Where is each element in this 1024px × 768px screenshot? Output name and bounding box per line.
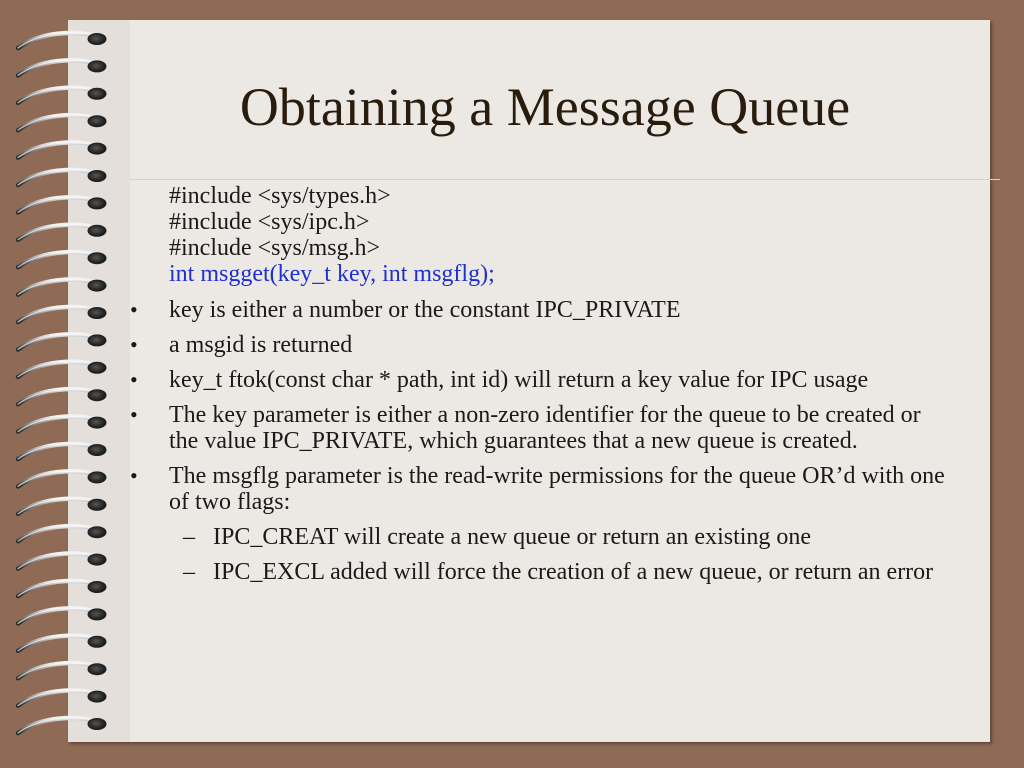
bullet-text: The msgflg parameter is the read-write permissions for the queue OR’d with one of two flags: — [169, 463, 945, 515]
bullet-icon: • — [130, 402, 138, 427]
bullet-icon: • — [130, 463, 138, 488]
code-include-ipc: #include <sys/ipc.h> — [169, 209, 370, 235]
dash-icon: – — [183, 559, 195, 585]
sub-bullet-list — [169, 524, 950, 585]
code-msgget-signature: int msgget(key_t key, int msgflg); — [169, 261, 495, 287]
bullet-text: a msgid is returned — [169, 332, 353, 358]
sub-list-item — [169, 559, 950, 585]
spiral-binding-icon — [0, 0, 130, 768]
code-include-msg: #include <sys/msg.h> — [169, 235, 381, 261]
bullet-list — [130, 297, 950, 585]
bullet-text: key is either a number or the constant IPC_PRIVATE — [169, 297, 681, 323]
slide-body — [130, 183, 950, 594]
dash-icon: – — [183, 524, 195, 550]
slide-title: Obtaining a Message Queue — [239, 77, 851, 137]
sub-list-item — [169, 524, 950, 550]
sub-bullet-text: IPC_EXCL added will force the creation of a new queue, or return an error — [213, 559, 934, 585]
bullet-text: The key parameter is either a non-zero identifier for the queue to be created or the value IPC_PRIVATE, which guarantees that a new queue is created. — [169, 402, 921, 454]
list-item — [130, 297, 950, 323]
list-item — [130, 332, 950, 358]
bullet-icon: • — [130, 332, 138, 357]
bullet-text: key_t ftok(const char * path, int id) will return a key value for IPC usage — [169, 367, 869, 393]
sub-bullet-text: IPC_CREAT will create a new queue or return an existing one — [213, 524, 812, 550]
list-item — [130, 367, 950, 393]
title-divider — [130, 179, 1000, 180]
bullet-icon: • — [130, 297, 138, 322]
list-item — [130, 463, 950, 585]
bullet-icon: • — [130, 367, 138, 392]
code-include-types: #include <sys/types.h> — [169, 183, 391, 209]
list-item — [130, 402, 950, 454]
